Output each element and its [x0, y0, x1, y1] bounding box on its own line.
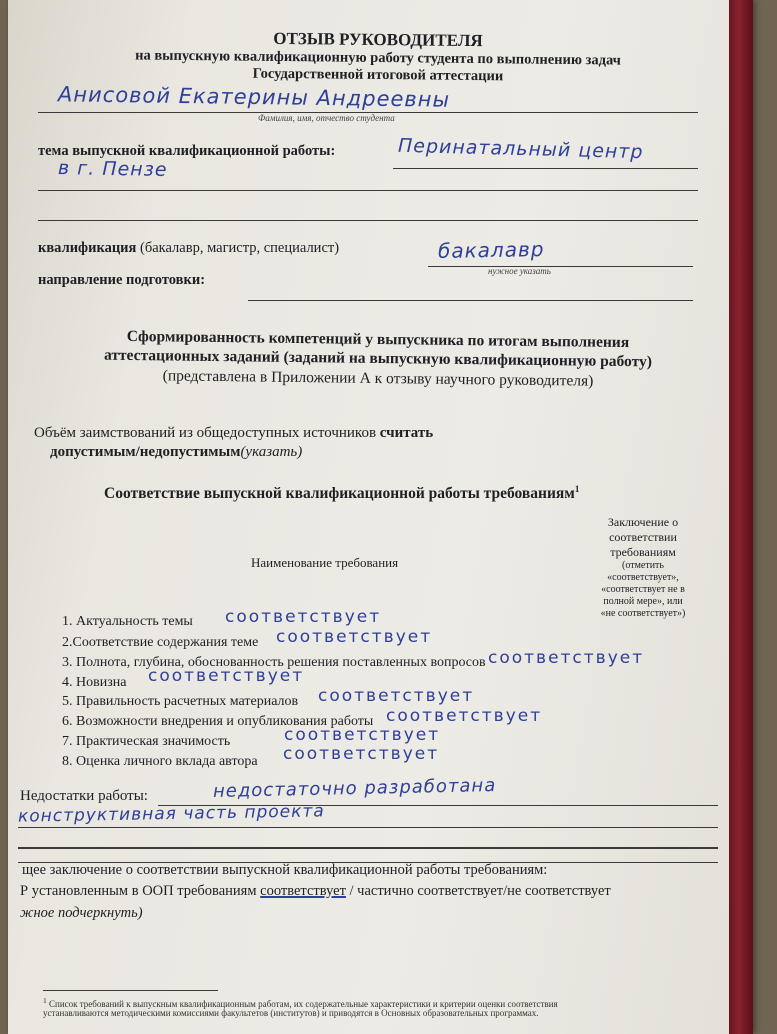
shortcomings-handwritten-line1: недостаточно разработана	[212, 775, 497, 802]
col-conclusion-3: требованиям	[610, 545, 676, 559]
requirement-label-2: 2.Соответствие содержания теме	[62, 635, 259, 650]
qualification-label	[38, 240, 339, 257]
topic-line-3	[38, 220, 698, 221]
requirement-answer-2: соответствует	[276, 627, 433, 647]
general-line2-end: / частично соответствует/не соответствует	[349, 883, 611, 899]
topic-label: тема выпускной квалификационной работы:	[38, 143, 336, 159]
requirements-title-sup: 1	[574, 484, 580, 494]
document-subtitle-line2: Государственной итоговой аттестации	[252, 65, 504, 85]
borrowing-text-bold2: допустимым/недопустимым	[50, 444, 241, 460]
col-conclusion-note-4: полной мере», или	[603, 596, 683, 607]
borrowing-text-regular: Объём заимствований из общедоступных источников	[34, 425, 377, 441]
document-page	[8, 0, 753, 1034]
borrowing-text-bold1: считать	[379, 425, 434, 441]
requirement-answer-3: соответствует	[488, 648, 645, 668]
qualification-label-rest: (бакалавр, магистр, специалист)	[140, 240, 340, 256]
requirement-label-4: 4. Новизна	[62, 675, 127, 690]
borrowing-text-italic: (указать)	[240, 444, 303, 460]
requirement-answer-4: соответствует	[148, 666, 305, 686]
general-line2-start: Р установленным в ООП требованиям	[20, 883, 257, 899]
requirement-label-8: 8. Оценка личного вклада автора	[62, 754, 258, 769]
footnote-line2: устанавливаются методическими комиссиями факультетов (институтов) и приводятся в Основных образовательных программах.	[43, 1008, 539, 1018]
borrowing-line2	[50, 444, 302, 461]
student-name-caption: Фамилия, имя, отчество студента	[258, 113, 395, 123]
shortcomings-line-2	[18, 827, 718, 828]
qualification-line	[428, 266, 693, 267]
col-conclusion-note-3: «соответствует не в	[601, 584, 685, 595]
topic-line-1	[393, 168, 698, 169]
borrowing-line1	[34, 425, 433, 442]
col-conclusion-2: соответствии	[609, 530, 677, 544]
competence-line3: (представлена в Приложении А к отзыву научного руководителя)	[162, 367, 594, 390]
general-line2	[20, 883, 611, 900]
requirement-answer-8: соответствует	[283, 744, 440, 764]
requirement-label-6: 6. Возможности внедрения и опубликования работы	[62, 714, 374, 729]
col-conclusion-note-2: «соответствует»,	[607, 572, 679, 583]
topic-handwritten-line2: в г. Пензе	[57, 157, 168, 181]
shortcomings-handwritten-line2: конструктивная часть проекта	[17, 801, 325, 827]
requirements-col-name: Наименование требования	[251, 555, 399, 570]
footnote-sup: 1	[43, 996, 47, 1005]
requirements-title	[104, 484, 579, 503]
direction-label: направление подготовки:	[38, 272, 206, 288]
competence-line1: Сформированность компетенций у выпускника по итогам выполнения	[126, 327, 630, 352]
document-title: ОТЗЫВ РУКОВОДИТЕЛЯ	[273, 28, 483, 51]
competence-line2: аттестационных заданий (заданий на выпускную квалификационную работу)	[103, 346, 653, 371]
shortcomings-line-3	[18, 847, 718, 849]
requirements-title-text: Соответствие выпускной квалификационной работы требованиям	[104, 485, 575, 503]
requirement-answer-7: соответствует	[284, 725, 441, 745]
footnote-separator	[43, 990, 218, 991]
requirement-label-3: 3. Полнота, глубина, обоснованность решения поставленных вопросов	[62, 655, 486, 670]
document-subtitle-line1: на выпускную квалификационную работу студента по выполнению задач	[135, 47, 621, 69]
document-binding	[729, 0, 753, 1034]
col-conclusion-1: Заключение о	[607, 515, 679, 529]
footnote-line1-text: Список требований к выпускным квалификационным работам, их содержательные характеристики и критерии оценки соответствия	[49, 999, 558, 1009]
requirement-label-1: 1. Актуальность темы	[62, 614, 193, 629]
qualification-caption: нужное указать	[488, 266, 551, 276]
requirement-answer-6: соответствует	[386, 706, 543, 726]
requirement-answer-5: соответствует	[318, 686, 475, 706]
general-line3: жное подчеркнуть)	[20, 905, 143, 921]
requirement-label-7: 7. Практическая значимость	[62, 734, 231, 749]
direction-line	[248, 300, 693, 301]
shortcomings-label: Недостатки работы:	[20, 788, 148, 804]
col-conclusion-note-1: (отметить	[622, 560, 664, 571]
qualification-handwritten: бакалавр	[437, 237, 545, 263]
general-line1: щее заключение о соответствии выпускной квалификационной работы требованиям:	[22, 862, 548, 878]
general-line2-underlined: соответствует	[260, 883, 346, 899]
requirement-label-5: 5. Правильность расчетных материалов	[62, 694, 299, 709]
qualification-label-bold: квалификация	[38, 240, 137, 256]
col-conclusion-note-5: «не соответствует»)	[600, 608, 686, 619]
requirement-answer-1: соответствует	[225, 607, 382, 627]
topic-handwritten-line1: Перинатальный центр	[397, 134, 644, 164]
requirements-col-conclusion	[583, 515, 703, 620]
topic-line-2	[38, 190, 698, 191]
student-name-handwritten: Анисовой Екатерины Андреевны	[57, 82, 451, 112]
